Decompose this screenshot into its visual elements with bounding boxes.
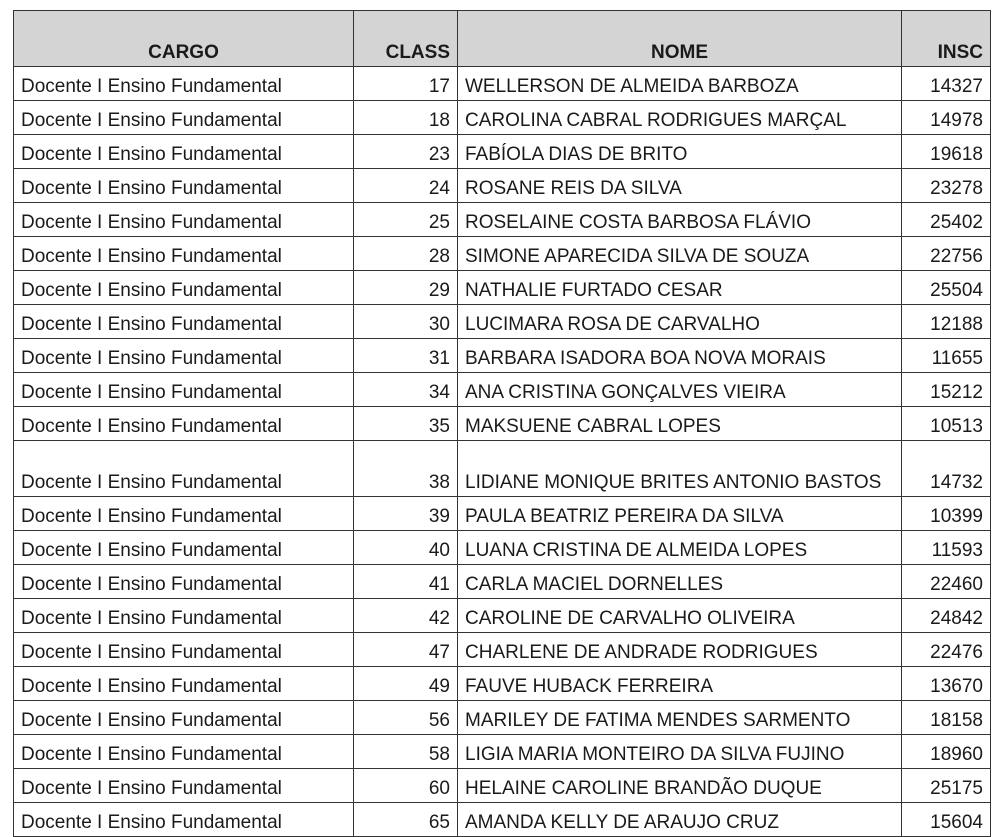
cell-nome: NATHALIE FURTADO CESAR — [458, 271, 902, 305]
cell-insc: 25504 — [902, 271, 991, 305]
table-row — [14, 497, 991, 531]
header-insc: INSC — [902, 11, 991, 67]
cell-insc: 14978 — [902, 101, 991, 135]
cell-nome: FAUVE HUBACK FERREIRA — [458, 667, 902, 701]
cell-insc: 13670 — [902, 667, 991, 701]
cell-insc: 10513 — [902, 407, 991, 441]
cell-nome: LIDIANE MONIQUE BRITES ANTONIO BASTOS — [458, 441, 902, 497]
cell-class: 30 — [354, 305, 458, 339]
cell-cargo: Docente I Ensino Fundamental — [14, 633, 354, 667]
cell-cargo: Docente I Ensino Fundamental — [14, 701, 354, 735]
cell-cargo: Docente I Ensino Fundamental — [14, 531, 354, 565]
cell-cargo: Docente I Ensino Fundamental — [14, 169, 354, 203]
table-row — [14, 531, 991, 565]
cell-class: 58 — [354, 735, 458, 769]
table-row — [14, 441, 991, 497]
cell-class: 38 — [354, 441, 458, 497]
cell-class: 29 — [354, 271, 458, 305]
cell-insc: 22756 — [902, 237, 991, 271]
cell-cargo: Docente I Ensino Fundamental — [14, 667, 354, 701]
cell-nome: CHARLENE DE ANDRADE RODRIGUES — [458, 633, 902, 667]
cell-insc: 11655 — [902, 339, 991, 373]
cell-insc: 19618 — [902, 135, 991, 169]
header-cargo: CARGO — [14, 11, 354, 67]
cell-nome: MAKSUENE CABRAL LOPES — [458, 407, 902, 441]
cell-cargo: Docente I Ensino Fundamental — [14, 769, 354, 803]
cell-nome: HELAINE CAROLINE BRANDÃO DUQUE — [458, 769, 902, 803]
cell-nome: CAROLINE DE CARVALHO OLIVEIRA — [458, 599, 902, 633]
cell-insc: 22460 — [902, 565, 991, 599]
cell-cargo: Docente I Ensino Fundamental — [14, 135, 354, 169]
cell-class: 31 — [354, 339, 458, 373]
cell-class: 65 — [354, 803, 458, 837]
cell-insc: 24842 — [902, 599, 991, 633]
cell-cargo: Docente I Ensino Fundamental — [14, 565, 354, 599]
cell-cargo: Docente I Ensino Fundamental — [14, 441, 354, 497]
cell-nome: BARBARA ISADORA BOA NOVA MORAIS — [458, 339, 902, 373]
cell-insc: 22476 — [902, 633, 991, 667]
cell-class: 47 — [354, 633, 458, 667]
cell-insc: 23278 — [902, 169, 991, 203]
header-class: CLASS — [354, 11, 458, 67]
header-nome: NOME — [458, 11, 902, 67]
table-row — [14, 373, 991, 407]
cell-class: 17 — [354, 67, 458, 101]
cell-insc: 14327 — [902, 67, 991, 101]
cell-nome: MARILEY DE FATIMA MENDES SARMENTO — [458, 701, 902, 735]
cell-nome: CAROLINA CABRAL RODRIGUES MARÇAL — [458, 101, 902, 135]
cell-nome: WELLERSON DE ALMEIDA BARBOZA — [458, 67, 902, 101]
cell-insc: 25402 — [902, 203, 991, 237]
cell-class: 42 — [354, 599, 458, 633]
cell-class: 28 — [354, 237, 458, 271]
cell-nome: SIMONE APARECIDA SILVA DE SOUZA — [458, 237, 902, 271]
table-row — [14, 101, 991, 135]
cell-insc: 18158 — [902, 701, 991, 735]
table-row — [14, 339, 991, 373]
cell-class: 60 — [354, 769, 458, 803]
cell-cargo: Docente I Ensino Fundamental — [14, 101, 354, 135]
table-row — [14, 599, 991, 633]
cell-cargo: Docente I Ensino Fundamental — [14, 237, 354, 271]
table-row — [14, 169, 991, 203]
cell-class: 34 — [354, 373, 458, 407]
cell-nome: AMANDA KELLY DE ARAUJO CRUZ — [458, 803, 902, 837]
cell-insc: 10399 — [902, 497, 991, 531]
cell-nome: PAULA BEATRIZ PEREIRA DA SILVA — [458, 497, 902, 531]
cell-cargo: Docente I Ensino Fundamental — [14, 497, 354, 531]
cell-insc: 14732 — [902, 441, 991, 497]
cell-nome: ANA CRISTINA GONÇALVES VIEIRA — [458, 373, 902, 407]
cell-cargo: Docente I Ensino Fundamental — [14, 407, 354, 441]
table-row — [14, 203, 991, 237]
cell-insc: 25175 — [902, 769, 991, 803]
cell-class: 39 — [354, 497, 458, 531]
cell-cargo: Docente I Ensino Fundamental — [14, 67, 354, 101]
cell-nome: CARLA MACIEL DORNELLES — [458, 565, 902, 599]
cell-insc: 15212 — [902, 373, 991, 407]
table-row — [14, 67, 991, 101]
table-body — [14, 67, 991, 837]
table-row — [14, 565, 991, 599]
cell-cargo: Docente I Ensino Fundamental — [14, 203, 354, 237]
cell-class: 18 — [354, 101, 458, 135]
table-row — [14, 667, 991, 701]
cell-cargo: Docente I Ensino Fundamental — [14, 803, 354, 837]
cell-insc: 11593 — [902, 531, 991, 565]
cell-cargo: Docente I Ensino Fundamental — [14, 599, 354, 633]
cell-class: 25 — [354, 203, 458, 237]
table-row — [14, 735, 991, 769]
cell-class: 49 — [354, 667, 458, 701]
cell-class: 35 — [354, 407, 458, 441]
cell-nome: ROSANE REIS DA SILVA — [458, 169, 902, 203]
cell-cargo: Docente I Ensino Fundamental — [14, 305, 354, 339]
table-row — [14, 237, 991, 271]
cell-insc: 15604 — [902, 803, 991, 837]
cell-nome: LUANA CRISTINA DE ALMEIDA LOPES — [458, 531, 902, 565]
header-row — [14, 11, 991, 67]
table-row — [14, 803, 991, 837]
cell-class: 23 — [354, 135, 458, 169]
cell-cargo: Docente I Ensino Fundamental — [14, 735, 354, 769]
cell-class: 24 — [354, 169, 458, 203]
cell-cargo: Docente I Ensino Fundamental — [14, 339, 354, 373]
table-row — [14, 769, 991, 803]
table-header — [14, 11, 991, 67]
cell-class: 40 — [354, 531, 458, 565]
cell-insc: 12188 — [902, 305, 991, 339]
cell-nome: LUCIMARA ROSA DE CARVALHO — [458, 305, 902, 339]
results-table — [13, 10, 991, 837]
table-row — [14, 305, 991, 339]
cell-cargo: Docente I Ensino Fundamental — [14, 271, 354, 305]
table-row — [14, 135, 991, 169]
cell-nome: FABÍOLA DIAS DE BRITO — [458, 135, 902, 169]
table-row — [14, 271, 991, 305]
cell-nome: ROSELAINE COSTA BARBOSA FLÁVIO — [458, 203, 902, 237]
table-row — [14, 407, 991, 441]
cell-class: 41 — [354, 565, 458, 599]
cell-insc: 18960 — [902, 735, 991, 769]
table-row — [14, 701, 991, 735]
cell-class: 56 — [354, 701, 458, 735]
cell-cargo: Docente I Ensino Fundamental — [14, 373, 354, 407]
cell-nome: LIGIA MARIA MONTEIRO DA SILVA FUJINO — [458, 735, 902, 769]
table-row — [14, 633, 991, 667]
